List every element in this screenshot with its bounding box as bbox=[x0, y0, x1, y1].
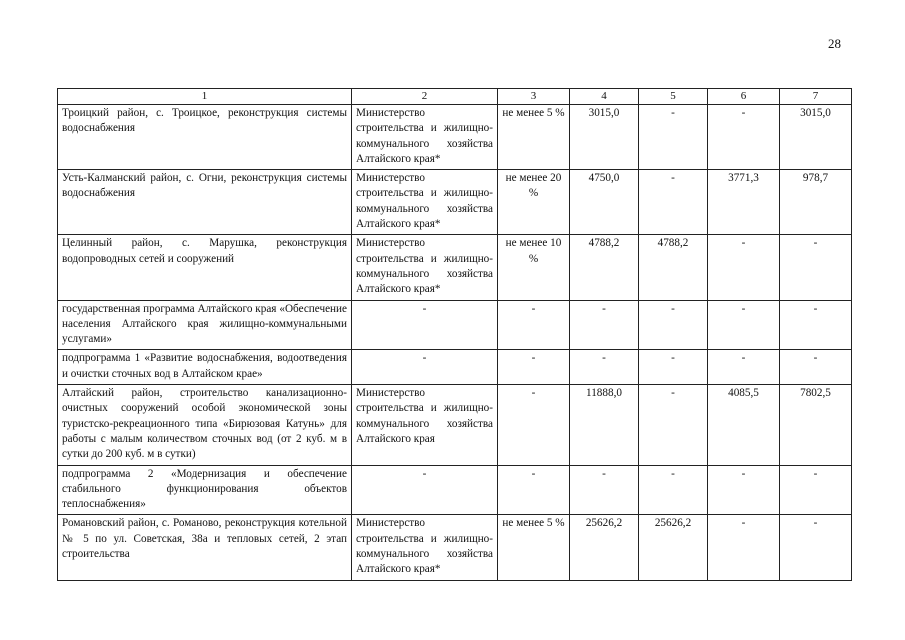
value-col4: - bbox=[570, 350, 639, 385]
value-col5: - bbox=[639, 385, 708, 465]
value-col4: 4788,2 bbox=[570, 235, 639, 300]
funding-table bbox=[57, 88, 852, 581]
value-col6: - bbox=[708, 515, 780, 580]
value-col7: - bbox=[780, 350, 852, 385]
value-col7: - bbox=[780, 465, 852, 515]
value-col6: 3771,3 bbox=[708, 170, 780, 235]
program-name: государственная программа Алтайского края «Обеспечение населения Алтайского края жилищно-коммунальными услугами» bbox=[58, 300, 352, 350]
value-col5: - bbox=[639, 350, 708, 385]
value-col6: - bbox=[708, 105, 780, 170]
value-col6: - bbox=[708, 300, 780, 350]
value-col4: - bbox=[570, 300, 639, 350]
table-row bbox=[58, 350, 852, 385]
object-name: Троицкий район, с. Троицкое, реконструкция системы водоснабжения bbox=[58, 105, 352, 170]
table-row bbox=[58, 465, 852, 515]
cofinancing-share: не менее 20 % bbox=[498, 170, 570, 235]
page-number: 28 bbox=[828, 36, 841, 51]
responsible-body: Министерство строительства и жилищно-коммунального хозяйства Алтайского края* bbox=[352, 105, 498, 170]
cofinancing-share: - bbox=[498, 465, 570, 515]
value-col4: 4750,0 bbox=[570, 170, 639, 235]
object-name: Алтайский район, строительство канализационно-очистных сооружений особой экономической зоны туристско-рекреационного типа «Бирюзовая Катунь» для работы с малым количеством сточных вод (от 2 куб. м в сутки до 200 куб. м в сутки) bbox=[58, 385, 352, 465]
value-col7: 7802,5 bbox=[780, 385, 852, 465]
responsible-body: - bbox=[352, 465, 498, 515]
header-cell: 6 bbox=[708, 89, 780, 105]
value-col4: 25626,2 bbox=[570, 515, 639, 580]
value-col7: 978,7 bbox=[780, 170, 852, 235]
cofinancing-share: не менее 5 % bbox=[498, 515, 570, 580]
header-cell: 1 bbox=[58, 89, 352, 105]
value-col7: - bbox=[780, 235, 852, 300]
header-row bbox=[58, 89, 852, 105]
object-name: Усть-Калманский район, с. Огни, реконструкция системы водоснабжения bbox=[58, 170, 352, 235]
responsible-body: Министерство строительства и жилищно-коммунального хозяйства Алтайского края* bbox=[352, 170, 498, 235]
cofinancing-share: - bbox=[498, 385, 570, 465]
value-col4: 11888,0 bbox=[570, 385, 639, 465]
value-col7: - bbox=[780, 300, 852, 350]
object-name: Романовский район, с. Романово, реконструкция котельной № 5 по ул. Советская, 38а и тепловых сетей, 2 этап строительства bbox=[58, 515, 352, 580]
value-col4: 3015,0 bbox=[570, 105, 639, 170]
cofinancing-share: - bbox=[498, 350, 570, 385]
header-cell: 3 bbox=[498, 89, 570, 105]
value-col7: - bbox=[780, 515, 852, 580]
responsible-body: Министерство строительства и жилищно-коммунального хозяйства Алтайского края* bbox=[352, 235, 498, 300]
header-cell: 5 bbox=[639, 89, 708, 105]
value-col6: - bbox=[708, 465, 780, 515]
table-row bbox=[58, 235, 852, 300]
value-col6: - bbox=[708, 350, 780, 385]
table-row bbox=[58, 170, 852, 235]
responsible-body: - bbox=[352, 350, 498, 385]
value-col5: - bbox=[639, 465, 708, 515]
value-col6: 4085,5 bbox=[708, 385, 780, 465]
value-col5: 25626,2 bbox=[639, 515, 708, 580]
cofinancing-share: - bbox=[498, 300, 570, 350]
header-cell: 2 bbox=[352, 89, 498, 105]
table-row bbox=[58, 300, 852, 350]
table-row bbox=[58, 105, 852, 170]
header-cell: 4 bbox=[570, 89, 639, 105]
value-col5: - bbox=[639, 300, 708, 350]
value-col5: - bbox=[639, 170, 708, 235]
cofinancing-share: не менее 10 % bbox=[498, 235, 570, 300]
responsible-body: Министерство строительства и жилищно-коммунального хозяйства Алтайского края bbox=[352, 385, 498, 465]
table-row bbox=[58, 515, 852, 580]
value-col6: - bbox=[708, 235, 780, 300]
table-row bbox=[58, 385, 852, 465]
object-name: Целинный район, с. Марушка, реконструкция водопроводных сетей и сооружений bbox=[58, 235, 352, 300]
subprogram-name: подпрограмма 2 «Модернизация и обеспечение стабильного функционирования объектов теплоснабжения» bbox=[58, 465, 352, 515]
subprogram-name: подпрограмма 1 «Развитие водоснабжения, водоотведения и очистки сточных вод в Алтайском крае» bbox=[58, 350, 352, 385]
cofinancing-share: не менее 5 % bbox=[498, 105, 570, 170]
value-col5: - bbox=[639, 105, 708, 170]
value-col4: - bbox=[570, 465, 639, 515]
responsible-body: Министерство строительства и жилищно-коммунального хозяйства Алтайского края* bbox=[352, 515, 498, 580]
responsible-body: - bbox=[352, 300, 498, 350]
header-cell: 7 bbox=[780, 89, 852, 105]
value-col7: 3015,0 bbox=[780, 105, 852, 170]
value-col5: 4788,2 bbox=[639, 235, 708, 300]
